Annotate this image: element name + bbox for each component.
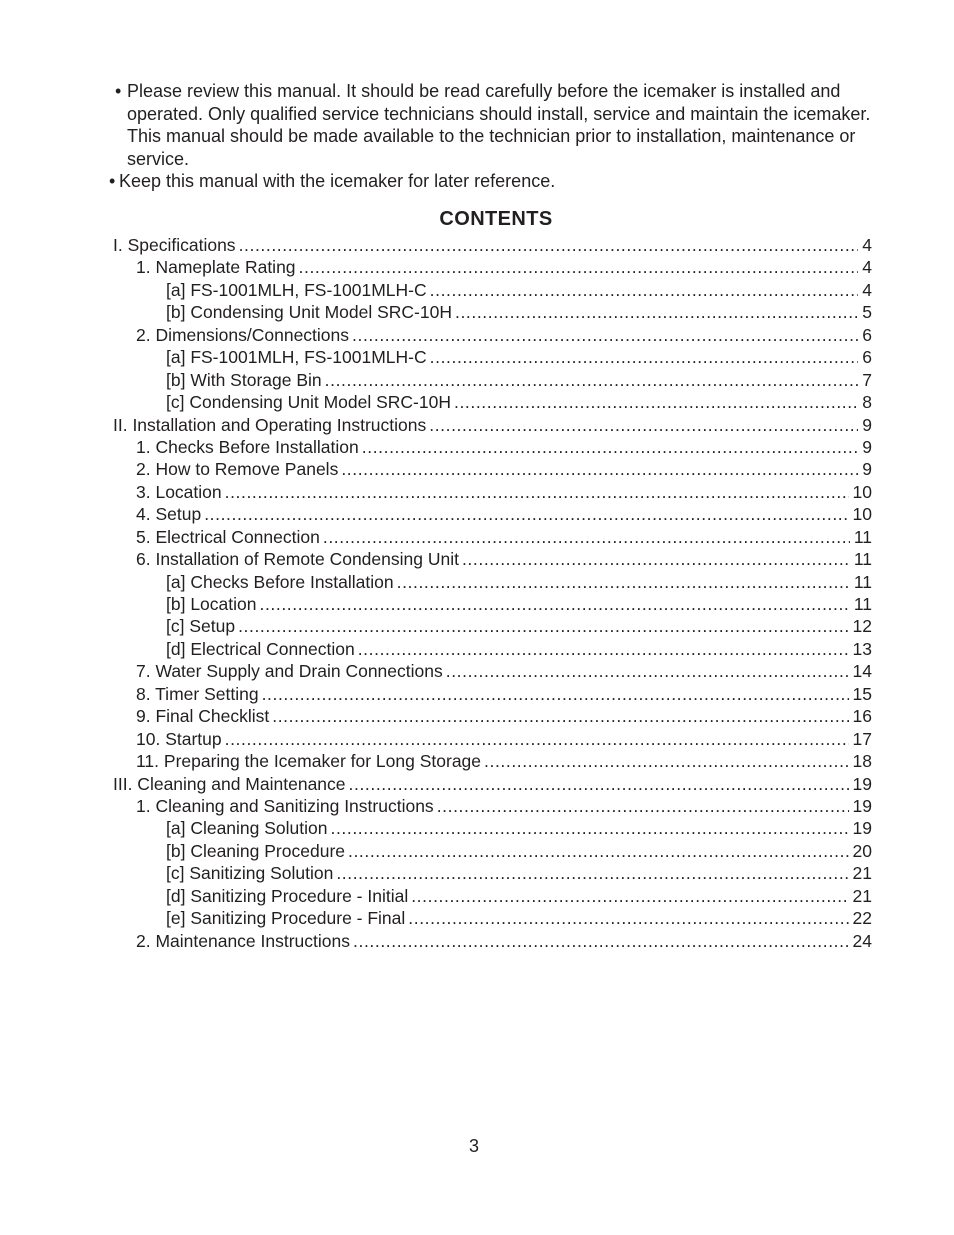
toc-entry-page: 11: [853, 594, 872, 614]
toc-entry-label: [b] Condensing Unit Model SRC-10H: [166, 302, 452, 323]
toc-leader-dots: [238, 615, 848, 637]
toc-entry-label: 9. Final Checklist: [136, 706, 270, 727]
toc-entry[interactable]: [113, 548, 872, 570]
bullet-dot: •: [109, 171, 116, 191]
toc-entry-page: 15: [852, 683, 872, 704]
toc-entry[interactable]: [113, 638, 872, 660]
toc-entry-label: 11. Preparing the Icemaker for Long Storage: [136, 751, 482, 772]
toc-entry-page: 19: [852, 818, 872, 839]
toc-leader-dots: [348, 840, 849, 862]
toc-leader-dots: [397, 571, 850, 593]
toc-entry-label: 2. Dimensions/Connections: [136, 324, 350, 345]
toc-entry-page: 20: [852, 840, 872, 861]
toc-entry-label: [c] Setup: [166, 616, 236, 637]
toc-leader-dots: [358, 638, 849, 660]
toc-entry-page: 16: [852, 706, 872, 727]
toc-entry-label: 2. How to Remove Panels: [136, 459, 339, 480]
toc-entry-label: II. Installation and Operating Instructions: [113, 414, 427, 435]
toc-entry-label: [c] Condensing Unit Model SRC-10H: [166, 392, 451, 413]
toc-leader-dots: [352, 324, 858, 346]
toc-leader-dots: [225, 728, 849, 750]
intro-bullet-keep: [109, 170, 872, 193]
toc-entry-page: 11: [853, 526, 872, 547]
toc-entry-page: 6: [862, 324, 872, 345]
contents-title: CONTENTS: [439, 208, 553, 230]
toc-leader-dots: [259, 593, 849, 615]
toc-entry-label: [b] Location: [166, 594, 257, 614]
toc-entry-page: 8: [862, 392, 872, 413]
toc-leader-dots: [430, 279, 859, 301]
toc-entry[interactable]: [113, 593, 872, 615]
toc-entry[interactable]: [113, 862, 872, 884]
toc-leader-dots: [204, 503, 848, 525]
toc-entry[interactable]: [113, 660, 872, 682]
toc-entry[interactable]: [113, 571, 872, 593]
toc-leader-dots: [336, 862, 848, 884]
toc-leader-dots: [353, 930, 849, 952]
toc-entry-page: 10: [852, 481, 872, 502]
toc-entry-page: 19: [852, 795, 872, 816]
toc-leader-dots: [437, 795, 849, 817]
toc-entry[interactable]: [113, 750, 872, 772]
toc-entry-page: 12: [852, 616, 872, 637]
toc-entry[interactable]: [113, 414, 872, 436]
toc-entry-page: 10: [852, 504, 872, 525]
toc-entry-label: [a] FS-1001MLH, FS-1001MLH-C: [166, 347, 427, 368]
toc-entry[interactable]: [113, 279, 872, 301]
toc-entry[interactable]: [113, 705, 872, 727]
toc-entry-page: 21: [852, 863, 872, 884]
toc-entry-label: 1. Checks Before Installation: [136, 436, 359, 457]
toc-leader-dots: [446, 660, 849, 682]
toc-leader-dots: [349, 773, 849, 795]
toc-entry-page: 4: [862, 235, 872, 255]
toc-leader-dots: [323, 526, 850, 548]
toc-entry[interactable]: [113, 324, 872, 346]
toc-entry[interactable]: [113, 728, 872, 750]
toc-entry-page: 7: [862, 369, 872, 390]
bullet-dot: •: [115, 81, 122, 101]
toc-entry-page: 18: [852, 751, 872, 772]
toc-entry-page: 4: [862, 279, 872, 300]
toc-leader-dots: [331, 817, 849, 839]
toc-entry-label: I. Specifications: [113, 235, 236, 255]
toc-leader-dots: [430, 346, 859, 368]
toc-leader-dots: [272, 705, 848, 727]
toc-entry-label: [b] Cleaning Procedure: [166, 840, 345, 861]
toc-entry-label: 6. Installation of Remote Condensing Unit: [136, 549, 459, 570]
toc-entry-label: [a] Cleaning Solution: [166, 818, 328, 839]
toc-entry-label: 5. Electrical Connection: [136, 526, 320, 547]
toc-entry-page: 9: [862, 414, 872, 435]
toc-leader-dots: [325, 369, 859, 391]
toc-entry[interactable]: [113, 526, 872, 548]
intro-bullet-keep-text: Keep this manual with the icemaker for later reference.: [119, 171, 556, 191]
toc-entry-label: III. Cleaning and Maintenance: [113, 773, 346, 794]
toc-entry-page: 19: [852, 773, 872, 794]
toc-entry-label: 3. Location: [136, 481, 222, 502]
toc-entry[interactable]: [113, 391, 872, 413]
toc-leader-dots: [262, 683, 849, 705]
toc-entry-label: 2. Maintenance Instructions: [136, 930, 351, 951]
intro-notes: [109, 80, 872, 193]
toc-entry[interactable]: [113, 436, 872, 458]
toc-entry-page: 9: [862, 459, 872, 480]
toc-entry[interactable]: [113, 840, 872, 862]
toc-entry[interactable]: [113, 885, 872, 907]
toc-leader-dots: [411, 885, 848, 907]
toc-entry-page: 4: [862, 257, 872, 278]
toc-leader-dots: [455, 301, 858, 323]
toc-entry[interactable]: [113, 458, 872, 480]
toc-entry[interactable]: [113, 773, 872, 795]
toc-leader-dots: [462, 548, 850, 570]
toc-entry[interactable]: [113, 907, 872, 929]
intro-bullet-review-text: Please review this manual. It should be read carefully before the icemaker is installed and operated. Only qualified service technicians should install, service and maintain the icemaker. This manual should be made available to the technician prior to installation, maintenance or service.: [127, 81, 871, 169]
toc-entry-page: 11: [853, 549, 872, 570]
toc-leader-dots: [429, 414, 858, 436]
toc-entry[interactable]: [113, 346, 872, 368]
toc-leader-dots: [408, 907, 848, 929]
toc-leader-dots: [362, 436, 859, 458]
toc-entry[interactable]: [113, 683, 872, 705]
toc-entry-page: 9: [862, 436, 872, 457]
toc-leader-dots: [299, 256, 859, 278]
toc-entry[interactable]: [113, 301, 872, 323]
toc-entry-label: 1. Cleaning and Sanitizing Instructions: [136, 795, 434, 816]
toc-entry-label: [a] Checks Before Installation: [166, 571, 394, 592]
toc-entry-label: [c] Sanitizing Solution: [166, 863, 334, 884]
toc-leader-dots: [341, 458, 858, 480]
table-of-contents: [113, 234, 872, 952]
toc-entry-label: [b] With Storage Bin: [166, 369, 322, 390]
toc-entry-page: 11: [853, 571, 872, 592]
toc-entry-label: 10. Startup: [136, 728, 222, 749]
toc-leader-dots: [454, 391, 858, 413]
toc-entry[interactable]: [113, 234, 872, 256]
toc-entry[interactable]: [113, 930, 872, 952]
toc-entry-label: 7. Water Supply and Drain Connections: [136, 661, 443, 682]
toc-entry-page: 6: [862, 347, 872, 368]
toc-entry[interactable]: [113, 256, 872, 278]
toc-entry[interactable]: [113, 369, 872, 391]
toc-entry[interactable]: [113, 503, 872, 525]
toc-entry-label: 4. Setup: [136, 504, 202, 525]
toc-entry[interactable]: [113, 817, 872, 839]
toc-entry-page: 5: [862, 302, 872, 323]
page-number: 3: [468, 1136, 479, 1156]
toc-entry[interactable]: [113, 795, 872, 817]
toc-entry-label: [e] Sanitizing Procedure - Final: [166, 908, 406, 929]
toc-entry-label: [d] Electrical Connection: [166, 638, 355, 659]
toc-entry-page: 21: [852, 885, 872, 906]
toc-entry-page: 22: [852, 908, 872, 929]
toc-entry[interactable]: [113, 481, 872, 503]
toc-leader-dots: [484, 750, 849, 772]
toc-entry-label: [d] Sanitizing Procedure - Initial: [166, 885, 409, 906]
intro-bullet-review: [112, 80, 872, 170]
toc-entry-label: 1. Nameplate Rating: [136, 257, 296, 278]
toc-entry-label: [a] FS-1001MLH, FS-1001MLH-C: [166, 279, 427, 300]
toc-entry-label: 8. Timer Setting: [136, 683, 259, 704]
toc-leader-dots: [239, 234, 859, 256]
toc-entry[interactable]: [113, 615, 872, 637]
toc-leader-dots: [225, 481, 849, 503]
toc-entry-page: 14: [852, 661, 872, 682]
toc-entry-page: 24: [852, 930, 872, 951]
toc-entry-page: 17: [852, 728, 872, 749]
toc-entry-page: 13: [852, 638, 872, 659]
